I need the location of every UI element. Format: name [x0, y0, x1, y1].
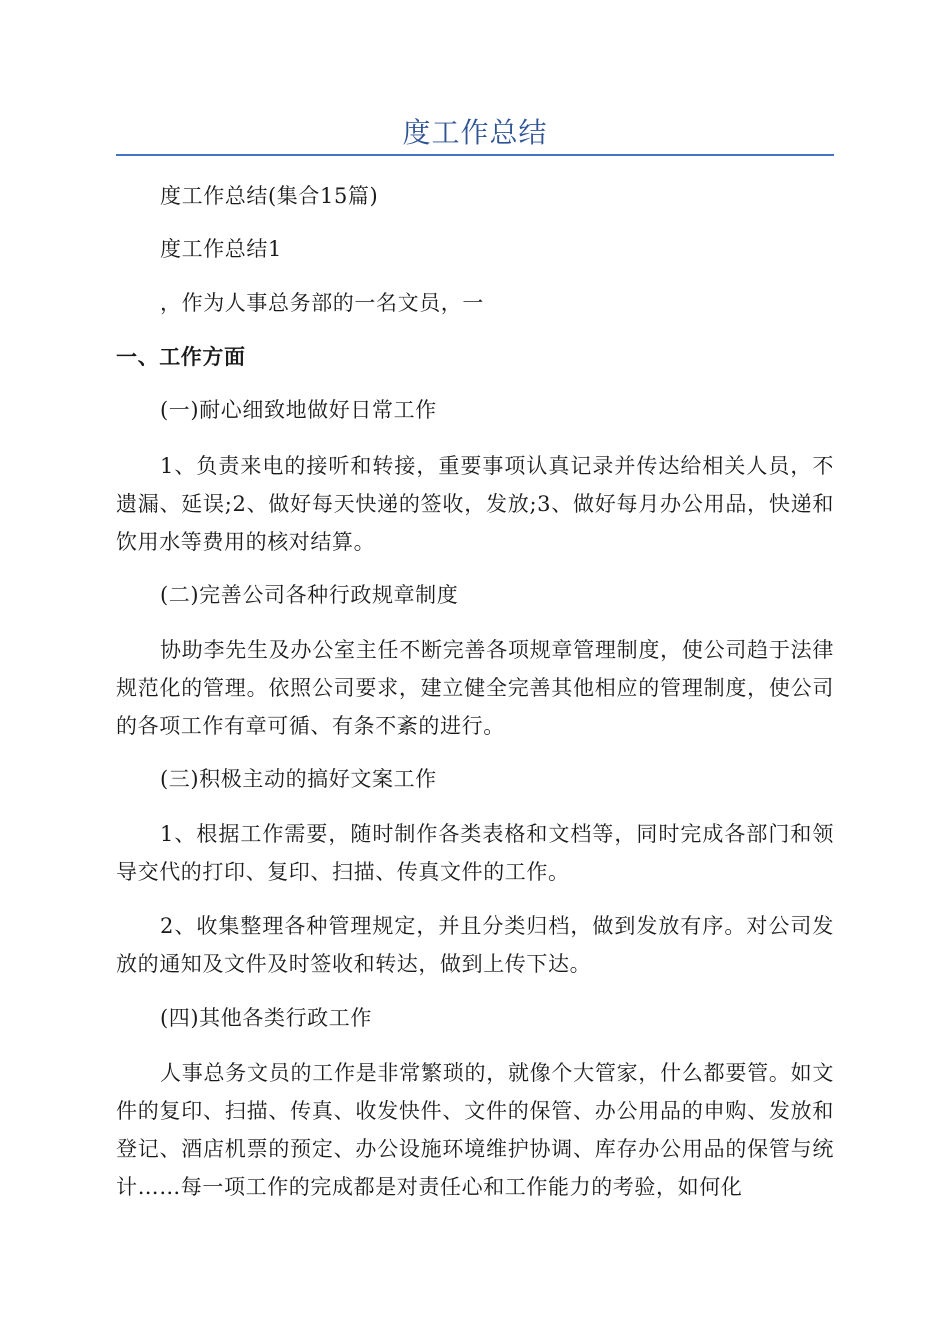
- paragraph-4: 2、收集整理各种管理规定，并且分类归档，做到发放有序。对公司发放的通知及文件及时签收和转达，做到上传下达。: [116, 914, 834, 976]
- paragraph-5: 人事总务文员的工作是非常繁琐的，就像个大管家，什么都要管。如文件的复印、扫描、传真、收发快件、文件的保管、办公用品的申购、发放和登记、酒店机票的预定、办公设施环境维护协调、库存办公用品的保管与统计……每一项工作的完成都是对责任心和工作能力的考验，如何化: [116, 1061, 834, 1199]
- paragraph-3: 1、根据工作需要，随时制作各类表格和文档等，同时完成各部门和领导交代的打印、复印、扫描、传真文件的工作。: [116, 822, 834, 884]
- heading-work-aspect: 一、工作方面: [116, 345, 246, 369]
- paragraph-2: 协助李先生及办公室主任不断完善各项规章管理制度，使公司趋于法律规范化的管理。依照公司要求，建立健全完善其他相应的管理制度，使公司的各项工作有章可循、有条不紊的进行。: [116, 638, 834, 738]
- subheading-2: (二)完善公司各种行政规章制度: [160, 583, 459, 607]
- paragraph-intro: ，作为人事总务部的一名文员，一: [160, 291, 484, 315]
- paragraph-section-heading: 度工作总结1: [160, 237, 282, 261]
- subheading-4: (四)其他各类行政工作: [160, 1006, 372, 1030]
- subheading-1: (一)耐心细致地做好日常工作: [160, 398, 437, 422]
- paragraph-subtitle: 度工作总结(集合15篇): [160, 184, 379, 208]
- subheading-3: (三)积极主动的搞好文案工作: [160, 767, 437, 791]
- title-underline: [116, 154, 834, 156]
- document-title: 度工作总结: [402, 116, 548, 149]
- paragraph-1: 1、负责来电的接听和转接，重要事项认真记录并传达给相关人员，不遗漏、延误;2、做好每天快递的签收，发放;3、做好每月办公用品，快递和饮用水等费用的核对结算。: [116, 454, 834, 554]
